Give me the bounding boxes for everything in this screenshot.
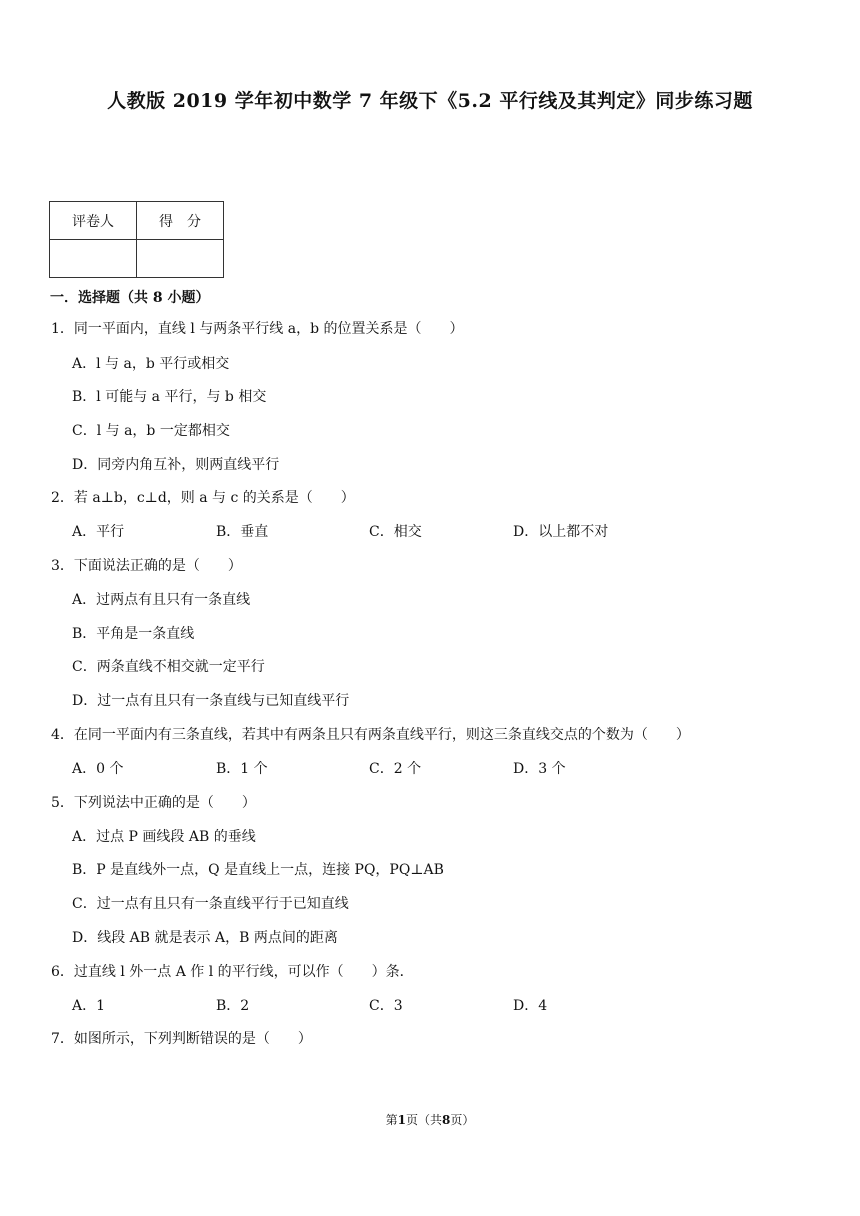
question-1-option-d: D．同旁内角互补，则两直线平行 [72, 457, 280, 473]
question-1-option-a: A．l 与 a，b 平行或相交 [72, 356, 230, 372]
score-cell[interactable] [137, 240, 224, 278]
question-3-option-b: B．平角是一条直线 [72, 626, 195, 642]
question-5-option-c: C．过一点有且只有一条直线平行于已知直线 [72, 896, 349, 912]
question-6-option-b: B．2 [216, 998, 250, 1014]
question-2-option-a: A．平行 [72, 524, 125, 540]
footer-middle: 页（共 [405, 1113, 442, 1127]
question-4-stem: 4．在同一平面内有三条直线，若其中有两条且只有两条直线平行，则这三条直线交点的个数为（ ） [51, 727, 690, 743]
question-2-option-c: C．相交 [369, 524, 422, 540]
question-1-stem: 1．同一平面内，直线 l 与两条平行线 a，b 的位置关系是（ ） [51, 321, 464, 337]
footer-prefix: 第 [385, 1113, 398, 1127]
footer-total-pages: 8 [442, 1113, 451, 1127]
footer-page-number: 1 [397, 1113, 406, 1127]
document-title: 人教版 2019 学年初中数学 7 年级下《5.2 平行线及其判定》同步练习题 [107, 90, 753, 112]
question-5-stem: 5．下列说法中正确的是（ ） [51, 795, 256, 811]
question-3-option-c: C．两条直线不相交就一定平行 [72, 659, 265, 675]
reviewer-header: 评卷人 [50, 202, 137, 240]
score-header: 得 分 [137, 202, 224, 240]
question-3-option-d: D．过一点有且只有一条直线与已知直线平行 [72, 693, 350, 709]
question-7-stem: 7．如图所示，下列判断错误的是（ ） [51, 1031, 312, 1047]
section-heading: 一．选择题（共 8 小题） [50, 290, 210, 306]
question-4-option-c: C．2 个 [369, 761, 422, 777]
question-3-stem: 3．下面说法正确的是（ ） [51, 558, 242, 574]
score-table [49, 201, 224, 278]
reviewer-cell[interactable] [50, 240, 137, 278]
question-6-option-d: D．4 [513, 998, 548, 1014]
question-2-stem: 2．若 a⊥b，c⊥d，则 a 与 c 的关系是（ ） [51, 490, 355, 506]
question-5-option-d: D．线段 AB 就是表示 A，B 两点间的距离 [72, 930, 338, 946]
question-4-option-d: D．3 个 [513, 761, 566, 777]
question-6-option-c: C．3 [369, 998, 403, 1014]
question-6-stem: 6．过直线 l 外一点 A 作 l 的平行线，可以作（ ）条． [51, 964, 414, 980]
question-5-option-a: A．过点 P 画线段 AB 的垂线 [72, 829, 256, 845]
question-5-option-b: B．P 是直线外一点，Q 是直线上一点，连接 PQ，PQ⊥AB [72, 862, 444, 878]
question-4-option-b: B．1 个 [216, 761, 268, 777]
question-4-option-a: A．0 个 [72, 761, 124, 777]
page-footer [0, 1111, 860, 1128]
footer-suffix: 页） [450, 1113, 475, 1127]
question-2-option-d: D．以上都不对 [513, 524, 609, 540]
question-3-option-a: A．过两点有且只有一条直线 [72, 592, 251, 608]
question-1-option-b: B．l 可能与 a 平行，与 b 相交 [72, 389, 267, 405]
question-1-option-c: C．l 与 a，b 一定都相交 [72, 423, 230, 439]
question-2-option-b: B．垂直 [216, 524, 269, 540]
question-6-option-a: A．1 [72, 998, 106, 1014]
